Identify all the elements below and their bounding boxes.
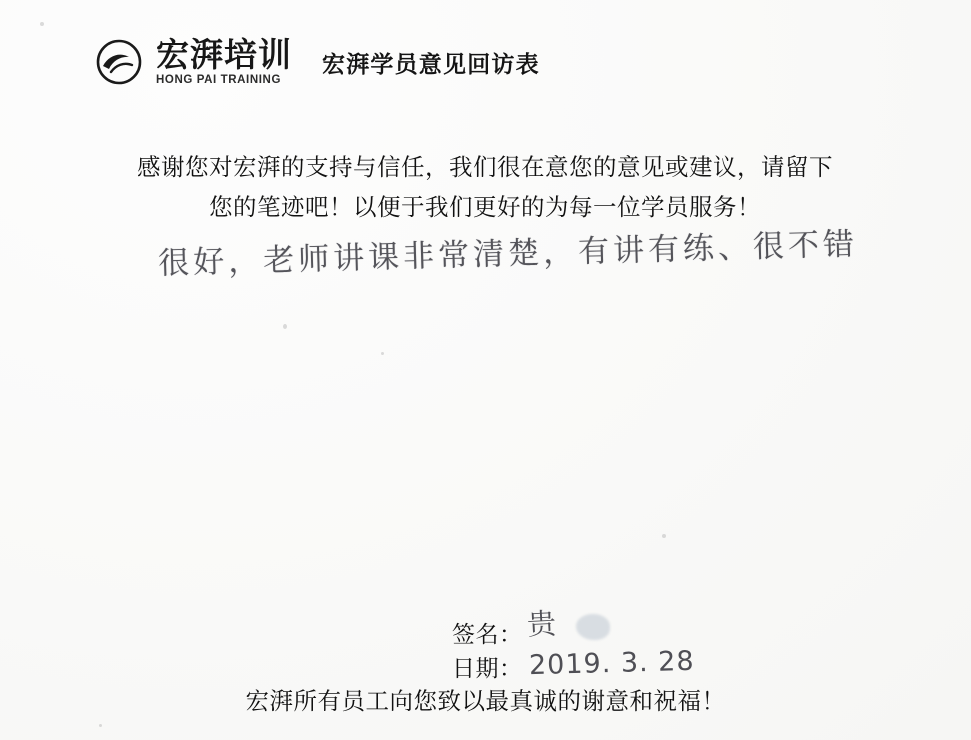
intro-line-2: 您的笔迹吧！以便于我们更好的为每一位学员服务！ [209, 195, 761, 221]
signature-label: 签名： [452, 622, 523, 647]
scan-speck [662, 534, 666, 538]
brand-text-block [156, 38, 292, 87]
brand-name-cn: 宏湃培训 [156, 36, 292, 73]
intro-paragraph [70, 148, 900, 228]
date-value: 2019. 3. 28 [528, 645, 695, 682]
date-row [452, 645, 695, 683]
signature-redaction-blur [576, 614, 610, 640]
document-header [96, 38, 540, 87]
scan-speck [381, 352, 384, 355]
intro-line-1: 感谢您对宏湃的支持与信任，我们很在意您的意见或建议，请留下 [137, 155, 833, 181]
date-label: 日期： [452, 656, 523, 681]
page-title: 宏湃学员意见回访表 [322, 50, 540, 77]
footer-message: 宏湃所有员工向您致以最真诚的谢意和祝福！ [245, 689, 726, 715]
scan-speck [40, 22, 44, 26]
scan-speck [283, 324, 287, 329]
signature-row [452, 608, 556, 649]
handwritten-comment: 很好，老师讲课非常清楚，有讲有练、很不错 [157, 226, 859, 282]
signature-value: 贵 [525, 606, 557, 642]
wave-circle-logo-icon [96, 39, 142, 85]
brand-name-en: HONG PAI TRAINING [156, 74, 281, 86]
scan-speck [99, 724, 102, 727]
